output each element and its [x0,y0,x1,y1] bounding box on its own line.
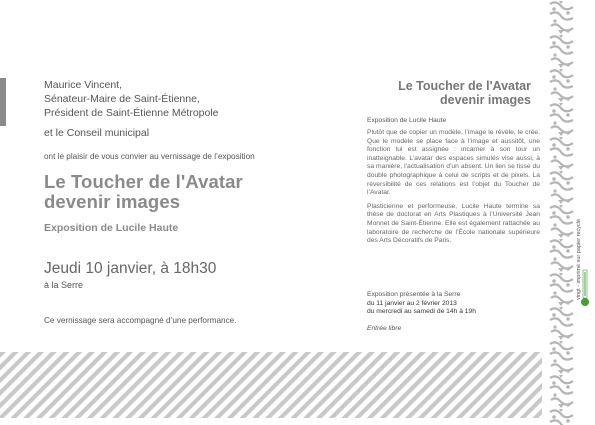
opening-date: Jeudi 10 janvier, à 18h30 [44,260,217,277]
entry-free: Entrée libre [367,325,402,332]
printer-credit: vingt - imprimé sur papier recyclé [576,219,582,300]
presented-at: Exposition présentée à la Serre [367,291,461,298]
description-paragraph-1: Plutôt que de copier un modèle, l’image le révèle, le crée. Que le modèle se place face à l’image et aussitôt, une fonction lui est assignée : incarner à son tour un inatteignable. L’avatar des espaces simulés vise aussi, à sa manière, l’actualisation d’un absent. Un lien se tisse du double photographique à celui de scripts et de pixels. La réversibilité de ces relations est l’objet du Toucher de l’Avatar. [367,129,540,197]
host-title-2: Président de Saint-Étienne Métropole [44,107,219,119]
right-heading: Exposition de Lucile Haute [367,117,447,124]
description-paragraph-2: Plasticienne et performeuse, Lucile Haute termine sa thèse de doctorat en Arts Plastiques à l’Université Jean Monnet de Saint-Étienne. Elle est également rattachée au laboratoire de recherche de l’École nationale supérieure des Arts Décoratifs de Paris. [367,202,540,245]
right-title-line1: Le Toucher de l'Avatar [398,79,531,93]
main-title [44,172,243,212]
main-title-line1: Le Toucher de l'Avatar [44,171,243,192]
date-range: du 11 janvier au 2 février 2013 [367,299,457,307]
right-title [398,79,531,107]
exhibition-subtitle: Exposition de Lucile Haute [44,222,179,234]
hatch-band [0,352,542,418]
accent-bar [0,78,6,126]
opening-place: à la Serre [44,280,84,290]
performance-note: Ce vernissage sera accompagné d’une performance. [44,316,237,325]
host-name: Maurice Vincent, [44,79,123,91]
hosts-block [44,78,219,140]
description [367,129,540,251]
main-title-line2: devenir images [44,191,181,212]
ornament-band [548,0,575,425]
opening-hours: du mercredi au samedi de 14h à 19h [367,308,476,316]
council: et le Conseil municipal [44,127,150,139]
intro-text: ont le plaisir de vous convier au vernissage de l’exposition [44,152,255,161]
right-title-line2: devenir images [439,93,531,107]
exhibition-dates [367,291,476,317]
host-title: Sénateur-Maire de Saint-Étienne, [44,93,200,105]
